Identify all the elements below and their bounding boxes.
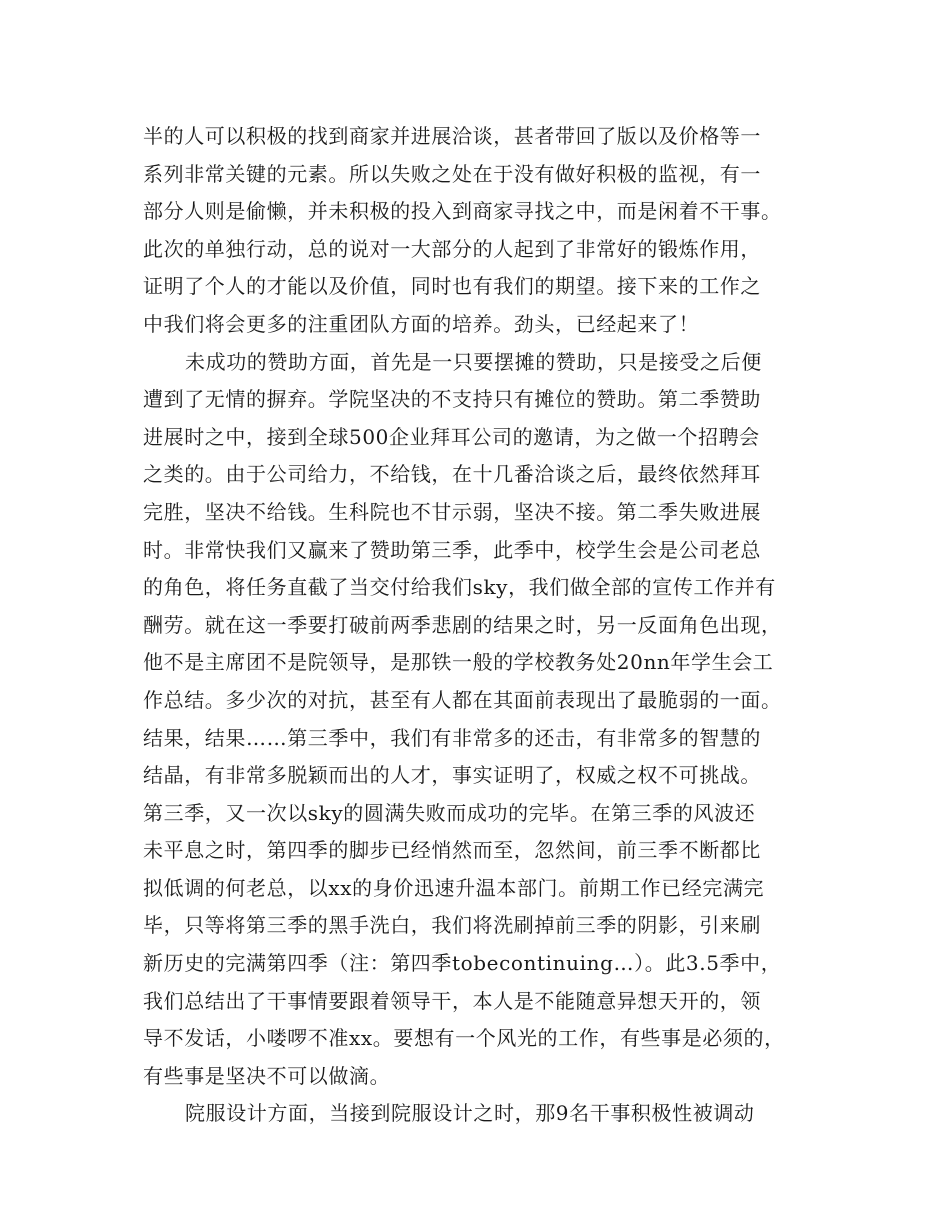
text-line: 时。非常快我们又赢来了赞助第三季，此季中，校学生会是公司老总 [143,537,761,562]
text-line: 拟低调的何老总，以xx的身价迅速升温本部门。前期工作已经完满完 [143,875,765,900]
text-line: 中我们将会更多的注重团队方面的培养。劲头，已经起来了！ [143,311,700,336]
text-line: 未平息之时，第四季的脚步已经悄然而至，忽然间，前三季不断都比 [143,838,761,863]
text-line: 完胜，坚决不给钱。生科院也不甘示弱，坚决不接。第二季失败进展 [143,499,761,524]
text-line: 进展时之中，接到全球500企业拜耳公司的邀请，为之做一个招聘会 [143,424,760,449]
text-line: 第三季，又一次以sky的圆满失败而成功的完毕。在第三季的风波还 [143,800,756,825]
text-line: 遭到了无情的摒弃。学院坚决的不支持只有摊位的赞助。第二季赞助 [143,387,761,412]
body-text [143,118,833,1133]
text-line: 部分人则是偷懒，并未积极的投入到商家寻找之中，而是闲着不干事。 [143,199,782,224]
text-line: 半的人可以积极的找到商家并进展洽谈，甚者带回了版以及价格等一 [143,124,761,148]
text-line: 他不是主席团不是院领导，是那铁一般的学校教务处20nn年学生会工 [143,650,774,675]
paragraph-start-line: 未成功的赞助方面，首先是一只要摆摊的赞助，只是接受之后便 [185,349,762,374]
paragraph-start-line: 院服设计方面，当接到院服设计之时，那9名干事积极性被调动 [185,1101,755,1126]
text-line: 结晶，有非常多脱颖而出的人才，事实证明了，权威之权不可挑战。 [143,763,761,788]
text-line: 酬劳。就在这一季要打破前两季悲剧的结果之时，另一反面角色出现， [143,612,782,637]
text-line: 新历史的完满第四季（注：第四季tobecontinuing…）。此3.5季中， [143,951,782,976]
text-line: 有些事是坚决不可以做滴。 [143,1063,391,1088]
text-line: 导不发话，小喽啰不准xx。要想有一个风光的工作，有些事是必须的， [143,1026,785,1051]
text-line: 证明了个人的才能以及价值，同时也有我们的期望。接下来的工作之 [143,274,761,299]
text-line: 系列非常关键的元素。所以失败之处在于没有做好积极的监视，有一 [143,161,761,186]
text-line: 此次的单独行动，总的说对一大部分的人起到了非常好的锻炼作用， [143,236,761,261]
text-line: 毕，只等将第三季的黑手洗白，我们将洗刷掉前三季的阴影，引来刷 [143,913,761,938]
text-line: 之类的。由于公司给力，不给钱，在十几番洽谈之后，最终依然拜耳 [143,462,761,487]
text-line: 我们总结出了干事情要跟着领导干，本人是不能随意异想天开的，领 [143,988,761,1013]
text-line: 结果，结果……第三季中，我们有非常多的还击，有非常多的智慧的 [143,725,761,750]
text-line: 的角色，将任务直截了当交付给我们sky，我们做全部的宣传工作并有 [143,575,776,600]
text-line: 作总结。多少次的对抗，甚至有人都在其面前表现出了最脆弱的一面。 [143,687,782,712]
